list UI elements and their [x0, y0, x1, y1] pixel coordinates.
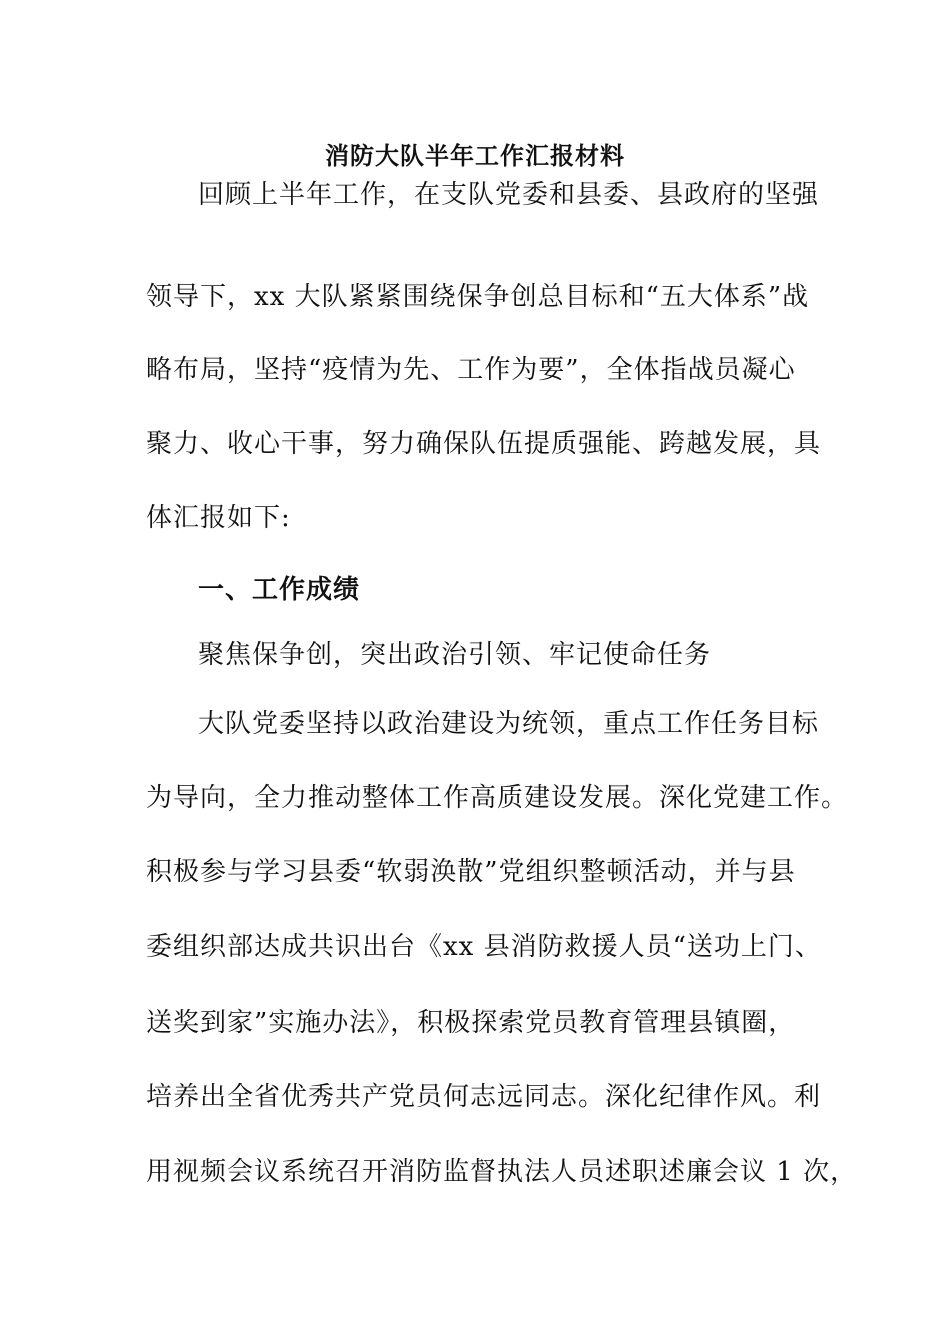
paragraph-line: 体汇报如下:	[146, 503, 291, 533]
subsection-heading: 聚焦保争创，突出政治引领、牢记使命任务	[198, 640, 712, 670]
paragraph-line: 用视频会议系统召开消防监督执法人员述职述廉会议 1 次，	[146, 1157, 858, 1187]
paragraph-line: 积极参与学习县委“软弱涣散”党组织整顿活动，并与县	[146, 857, 796, 887]
paragraph-line: 大队党委坚持以政治建设为统领，重点工作任务目标	[198, 709, 820, 739]
section-heading: 一、工作成绩	[198, 575, 361, 605]
paragraph-line: 聚力、收心干事，努力确保队伍提质强能、跨越发展，具	[146, 429, 822, 459]
paragraph-line: 为导向，全力推动整体工作高质建设发展。深化党建工作。	[146, 783, 849, 813]
paragraph-line: 略布局，坚持“疫情为先、工作为要”，全体指战员凝心	[146, 355, 796, 385]
paragraph-line: 送奖到家”实施办法》，积极探索党员教育管理县镇圈，	[146, 1008, 796, 1038]
document-title: 消防大队半年工作汇报材料	[325, 141, 625, 170]
paragraph-line: 委组织部达成共识出台《xx 县消防救援人员“送功上门、	[146, 932, 822, 962]
paragraph-line: 领导下，xx 大队紧紧围绕保争创总目标和“五大体系”战	[146, 282, 810, 312]
paragraph-line: 培养出全省优秀共产党员何志远同志。深化纪律作风。利	[146, 1082, 822, 1112]
paragraph-line: 回顾上半年工作，在支队党委和县委、县政府的坚强	[198, 180, 820, 210]
